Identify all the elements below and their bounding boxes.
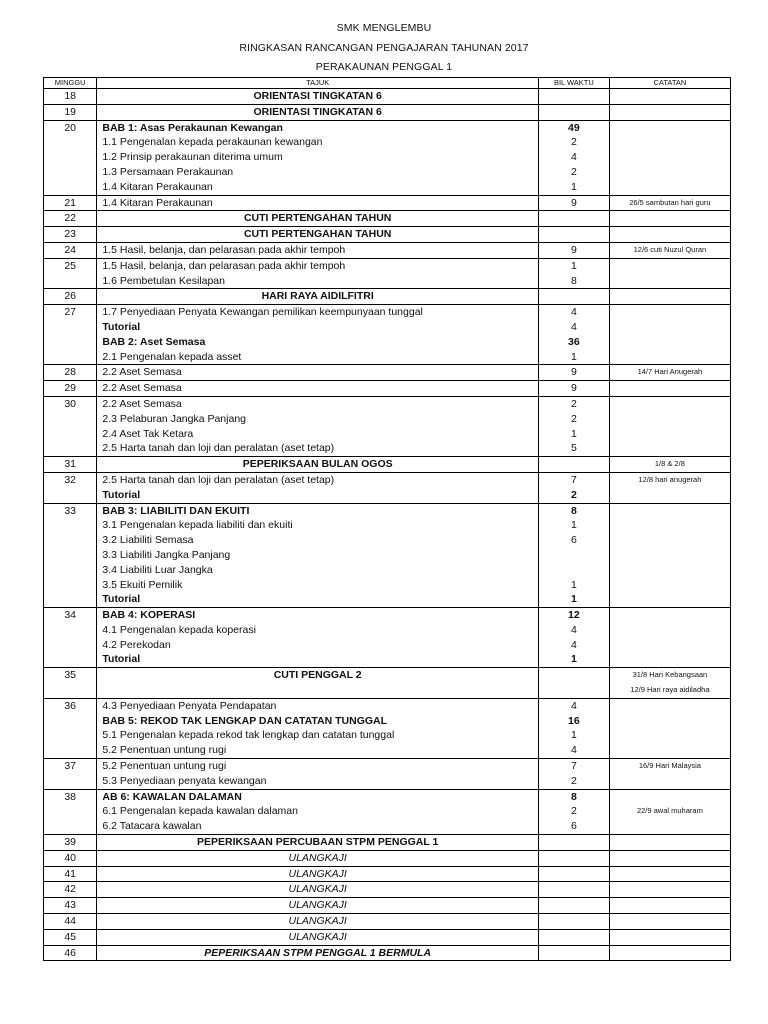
topic-cell	[97, 381, 539, 397]
bil-waktu-cell	[538, 305, 609, 365]
bil-waktu-value	[544, 105, 604, 120]
topic-cell	[97, 882, 539, 898]
topic-cell	[97, 396, 539, 456]
topic-line: CUTI PERTENGAHAN TAHUN	[243, 228, 392, 241]
topic-line: ORIENTASI TINGKATAN 6	[253, 90, 382, 102]
catatan-cell	[609, 305, 730, 365]
bil-waktu-value: 4	[570, 744, 577, 757]
topic-line: 4.1 Pengenalan kepada koperasi	[102, 623, 256, 636]
week-cell: 19	[44, 104, 97, 120]
catatan-note: 12/6 cuti Nuzul Quran	[633, 244, 707, 254]
topic-cell	[97, 472, 539, 503]
table-row	[44, 608, 731, 668]
topic-line: PEPERIKSAAN STPM PENGGAL 1 BERMULA	[204, 946, 432, 959]
catatan-cell	[609, 789, 730, 834]
catatan-note: 12/8 hari anugerah	[638, 474, 702, 484]
bil-waktu-value: 1	[570, 519, 577, 532]
catatan-cell	[609, 866, 730, 882]
bil-waktu-value	[544, 563, 604, 578]
topic-line: ULANGKAJI	[288, 883, 347, 896]
bil-waktu-cell	[538, 195, 609, 211]
week-cell: 18	[44, 89, 97, 105]
catatan-cell	[609, 89, 730, 105]
column-header-tajuk: TAJUK	[97, 78, 539, 89]
bil-waktu-cell	[538, 381, 609, 397]
bil-waktu-value	[544, 930, 604, 945]
topic-cell	[97, 120, 539, 195]
bil-waktu-value	[544, 914, 604, 929]
bil-waktu-cell	[538, 457, 609, 473]
topic-cell	[97, 945, 539, 961]
bil-waktu-value: 8	[570, 274, 577, 287]
catatan-cell	[609, 381, 730, 397]
catatan-note: 14/7 Hari Anugerah	[637, 367, 703, 377]
bil-waktu-value: 1	[570, 729, 577, 742]
topic-line: 2.2 Aset Semasa	[102, 382, 182, 395]
topic-line: ULANGKAJI	[288, 867, 347, 880]
bil-waktu-cell	[538, 396, 609, 456]
table-row	[44, 305, 731, 365]
topic-line: 4.2 Perekodan	[102, 638, 171, 651]
bil-waktu-value	[544, 89, 604, 104]
table-row	[44, 120, 731, 195]
topic-line: HARI RAYA AIDILFITRI	[261, 290, 374, 303]
topic-line: PEPERIKSAAN BULAN OGOS	[242, 458, 393, 471]
topic-line: 1.4 Kitaran Perakaunan	[102, 180, 213, 193]
week-cell: 26	[44, 289, 97, 305]
topic-cell	[97, 258, 539, 289]
table-row	[44, 898, 731, 914]
bil-waktu-cell	[538, 211, 609, 227]
bil-waktu-value: 2	[570, 805, 577, 818]
week-cell: 43	[44, 898, 97, 914]
topic-line: 1.3 Persamaan Perakaunan	[102, 165, 234, 178]
topic-line: BAB 3: LIABILITI DAN EKUITI	[102, 504, 250, 517]
bil-waktu-cell	[538, 503, 609, 608]
bil-waktu-cell	[538, 227, 609, 243]
topic-line: 3.1 Pengenalan kepada liabiliti dan ekuiti	[102, 519, 293, 532]
topic-cell	[97, 835, 539, 851]
week-cell: 41	[44, 866, 97, 882]
topic-line: 6.2 Tatacara kawalan	[102, 820, 202, 833]
table-row	[44, 850, 731, 866]
week-cell: 37	[44, 759, 97, 790]
catatan-cell	[609, 472, 730, 503]
topic-cell	[97, 850, 539, 866]
bil-waktu-value	[544, 867, 604, 882]
week-cell: 22	[44, 211, 97, 227]
table-row	[44, 289, 731, 305]
topic-line: 2.5 Harta tanah dan loji dan peralatan (aset tetap)	[102, 473, 335, 486]
school-name: SMK MENGLEMBU	[336, 22, 432, 34]
bil-waktu-value	[544, 289, 604, 304]
bil-waktu-cell	[538, 850, 609, 866]
topic-line: 1.5 Hasil, belanja, dan pelarasan pada akhir tempoh	[102, 243, 346, 256]
subject-title: PERAKAUNAN PENGGAL 1	[315, 61, 453, 73]
table-row	[44, 472, 731, 503]
catatan-cell	[609, 914, 730, 930]
bil-waktu-value	[544, 211, 604, 226]
week-cell: 35	[44, 668, 97, 699]
topic-line: Tutorial	[102, 653, 141, 666]
week-cell: 32	[44, 472, 97, 503]
teaching-plan-table	[43, 77, 731, 961]
table-row	[44, 242, 731, 258]
catatan-cell	[609, 698, 730, 758]
week-cell: 46	[44, 945, 97, 961]
bil-waktu-value: 1	[570, 653, 577, 666]
week-cell: 21	[44, 195, 97, 211]
topic-line: 5.3 Penyediaan penyata kewangan	[102, 774, 267, 787]
topic-line: 2.3 Pelaburan Jangka Panjang	[102, 412, 247, 425]
topic-line: 1.1 Pengenalan kepada perakaunan kewangan	[102, 136, 323, 149]
bil-waktu-value: 6	[570, 820, 577, 833]
table-row	[44, 381, 731, 397]
table-row	[44, 929, 731, 945]
bil-waktu-cell	[538, 914, 609, 930]
topic-cell	[97, 759, 539, 790]
bil-waktu-value	[544, 835, 604, 850]
catatan-note: 26/5 sambutan hari guru	[629, 197, 711, 207]
catatan-cell	[609, 503, 730, 608]
week-cell: 25	[44, 258, 97, 289]
catatan-note: 31/8 Hari Kebangsaan	[632, 670, 708, 680]
catatan-cell	[609, 457, 730, 473]
bil-waktu-value: 2	[570, 488, 577, 501]
topic-line: 1.2 Prinsip perakaunan diterima umum	[102, 151, 283, 164]
column-header-catatan: CATATAN	[609, 78, 730, 89]
catatan-cell	[609, 898, 730, 914]
bil-waktu-value	[544, 668, 604, 683]
topic-line: AB 6: KAWALAN DALAMAN	[102, 790, 242, 803]
week-cell: 36	[44, 698, 97, 758]
topic-line: 2.4 Aset Tak Ketara	[102, 427, 194, 440]
catatan-note: 1/8 & 2/8	[654, 459, 685, 469]
bil-waktu-cell	[538, 789, 609, 834]
table-row	[44, 698, 731, 758]
topic-cell	[97, 929, 539, 945]
topic-line: 5.2 Penentuan untung rugi	[102, 760, 227, 773]
table-row	[44, 866, 731, 882]
week-cell: 27	[44, 305, 97, 365]
catatan-note: 16/9 Hari Malaysia	[638, 761, 701, 771]
table-header	[44, 78, 731, 89]
catatan-cell	[609, 211, 730, 227]
topic-cell	[97, 789, 539, 834]
topic-cell	[97, 365, 539, 381]
topic-cell	[97, 195, 539, 211]
table-row	[44, 835, 731, 851]
bil-waktu-value: 5	[570, 442, 577, 455]
bil-waktu-value: 2	[570, 136, 577, 149]
bil-waktu-value: 9	[570, 243, 577, 256]
catatan-note: 12/9 Hari raya aidiladha	[630, 685, 710, 695]
bil-waktu-value: 7	[570, 473, 577, 486]
catatan-cell	[609, 227, 730, 243]
bil-waktu-value: 49	[568, 121, 580, 134]
bil-waktu-cell	[538, 929, 609, 945]
topic-cell	[97, 305, 539, 365]
catatan-cell	[609, 120, 730, 195]
week-cell: 28	[44, 365, 97, 381]
topic-line: BAB 4: KOPERASI	[102, 609, 196, 622]
header-row	[44, 78, 731, 89]
topic-line: 5.1 Pengenalan kepada rekod tak lengkap dan catatan tunggal	[102, 729, 395, 742]
topic-line: 6.1 Pengenalan kepada kawalan dalaman	[102, 805, 298, 818]
topic-line: ULANGKAJI	[288, 899, 347, 912]
bil-waktu-cell	[538, 759, 609, 790]
topic-line: Tutorial	[102, 320, 141, 333]
bil-waktu-value	[544, 946, 604, 961]
catatan-cell	[609, 195, 730, 211]
table-row	[44, 503, 731, 608]
bil-waktu-cell	[538, 945, 609, 961]
catatan-cell	[609, 396, 730, 456]
table-row	[44, 882, 731, 898]
bil-waktu-value: 4	[570, 623, 577, 636]
bil-waktu-cell	[538, 365, 609, 381]
topic-cell	[97, 211, 539, 227]
bil-waktu-cell	[538, 104, 609, 120]
catatan-cell	[609, 258, 730, 289]
catatan-cell	[609, 850, 730, 866]
bil-waktu-value	[544, 851, 604, 866]
week-cell: 39	[44, 835, 97, 851]
catatan-cell	[609, 945, 730, 961]
bil-waktu-value	[544, 457, 604, 472]
table-row	[44, 914, 731, 930]
bil-waktu-cell	[538, 120, 609, 195]
bil-waktu-value: 4	[570, 699, 577, 712]
topic-line	[102, 683, 533, 698]
topic-cell	[97, 89, 539, 105]
topic-cell	[97, 898, 539, 914]
topic-cell	[97, 608, 539, 668]
catatan-cell	[609, 608, 730, 668]
topic-line: 5.2 Penentuan untung rugi	[102, 744, 227, 757]
bil-waktu-value: 1	[570, 578, 577, 591]
bil-waktu-value: 9	[570, 382, 577, 395]
topic-line: BAB 5: REKOD TAK LENGKAP DAN CATATAN TUNGGAL	[102, 714, 388, 727]
topic-cell	[97, 457, 539, 473]
topic-cell	[97, 227, 539, 243]
bil-waktu-value: 36	[568, 335, 580, 348]
bil-waktu-value: 9	[570, 196, 577, 209]
week-cell: 33	[44, 503, 97, 608]
table-row	[44, 668, 731, 699]
table-row	[44, 789, 731, 834]
bil-waktu-cell	[538, 89, 609, 105]
topic-line: 1.6 Pembetulan Kesilapan	[102, 274, 225, 287]
catatan-cell	[609, 289, 730, 305]
catatan-note: 22/9 awal muharam	[636, 806, 703, 816]
topic-cell	[97, 698, 539, 758]
bil-waktu-value: 1	[570, 593, 577, 606]
table-row	[44, 195, 731, 211]
bil-waktu-value: 8	[570, 504, 577, 517]
week-cell: 23	[44, 227, 97, 243]
catatan-cell	[609, 242, 730, 258]
bil-waktu-value: 7	[570, 760, 577, 773]
topic-cell	[97, 914, 539, 930]
topic-line: 2.2 Aset Semasa	[102, 397, 182, 410]
bil-waktu-cell	[538, 866, 609, 882]
week-cell: 34	[44, 608, 97, 668]
table-row	[44, 211, 731, 227]
bil-waktu-value	[544, 227, 604, 242]
bil-waktu-value	[544, 548, 604, 563]
bil-waktu-value: 9	[570, 366, 577, 379]
week-cell: 30	[44, 396, 97, 456]
topic-cell	[97, 242, 539, 258]
catatan-cell	[609, 835, 730, 851]
table-row	[44, 945, 731, 961]
topic-line: PEPERIKSAAN PERCUBAAN STPM PENGGAL 1	[197, 836, 439, 849]
catatan-cell	[609, 365, 730, 381]
bil-waktu-cell	[538, 608, 609, 668]
topic-line: Tutorial	[102, 488, 141, 501]
bil-waktu-value: 4	[570, 638, 577, 651]
bil-waktu-value: 1	[570, 259, 577, 272]
bil-waktu-value	[544, 882, 604, 897]
table-body	[44, 89, 731, 961]
bil-waktu-cell	[538, 698, 609, 758]
week-cell: 44	[44, 914, 97, 930]
week-cell: 45	[44, 929, 97, 945]
bil-waktu-value: 4	[570, 320, 577, 333]
catatan-cell	[609, 882, 730, 898]
topic-cell	[97, 866, 539, 882]
topic-line: BAB 1: Asas Perakaunan Kewangan	[102, 121, 283, 134]
topic-line: 3.5 Ekuiti Pemilik	[102, 578, 183, 591]
column-header-bil-waktu: BIL WAKTU	[538, 78, 609, 89]
bil-waktu-cell	[538, 472, 609, 503]
topic-line: ORIENTASI TINGKATAN 6	[253, 105, 382, 118]
bil-waktu-value: 1	[570, 350, 577, 363]
topic-line: ULANGKAJI	[288, 930, 347, 943]
bil-waktu-value: 2	[570, 412, 577, 425]
catatan-cell	[609, 104, 730, 120]
bil-waktu-value: 2	[570, 165, 577, 178]
topic-line: Tutorial	[102, 593, 141, 606]
table-row	[44, 396, 731, 456]
catatan-cell	[609, 668, 730, 699]
week-cell: 20	[44, 120, 97, 195]
topic-line: 4.3 Penyediaan Penyata Pendapatan	[102, 699, 277, 712]
topic-line: 3.4 Liabiliti Luar Jangka	[102, 563, 213, 576]
catatan-cell	[609, 929, 730, 945]
table-row	[44, 89, 731, 105]
week-cell: 38	[44, 789, 97, 834]
bil-waktu-value: 8	[570, 790, 577, 803]
topic-cell	[97, 503, 539, 608]
bil-waktu-cell	[538, 242, 609, 258]
bil-waktu-value: 4	[570, 306, 577, 319]
table-row	[44, 759, 731, 790]
topic-line: 1.5 Hasil, belanja, dan pelarasan pada akhir tempoh	[102, 259, 346, 272]
catatan-cell	[609, 759, 730, 790]
topic-line: ULANGKAJI	[288, 851, 347, 864]
topic-line: 1.7 Penyediaan Penyata Kewangan pemilikan keempunyaan tunggal	[102, 306, 423, 319]
bil-waktu-value	[544, 898, 604, 913]
topic-line: ULANGKAJI	[288, 915, 347, 928]
topic-cell	[97, 668, 539, 699]
bil-waktu-value: 12	[568, 609, 580, 622]
bil-waktu-value: 16	[568, 714, 580, 727]
topic-line: CUTI PENGGAL 2	[273, 669, 362, 682]
bil-waktu-value: 4	[570, 151, 577, 164]
document-title: RINGKASAN RANCANGAN PENGAJARAN TAHUNAN 2017	[239, 42, 529, 54]
bil-waktu-cell	[538, 898, 609, 914]
table-row	[44, 258, 731, 289]
table-row	[44, 104, 731, 120]
bil-waktu-cell	[538, 835, 609, 851]
bil-waktu-value: 2	[570, 774, 577, 787]
topic-cell	[97, 104, 539, 120]
topic-line: 2.5 Harta tanah dan loji dan peralatan (aset tetap)	[102, 442, 335, 455]
week-cell: 31	[44, 457, 97, 473]
topic-line: 2.2 Aset Semasa	[102, 366, 182, 379]
column-header-minggu: MINGGU	[44, 78, 97, 89]
topic-line: CUTI PERTENGAHAN TAHUN	[243, 212, 392, 225]
topic-cell	[97, 289, 539, 305]
week-cell: 40	[44, 850, 97, 866]
topic-line: 3.3 Liabiliti Jangka Panjang	[102, 548, 231, 561]
week-cell: 24	[44, 242, 97, 258]
bil-waktu-value: 2	[570, 397, 577, 410]
bil-waktu-cell	[538, 289, 609, 305]
topic-line: 2.1 Pengenalan kepada asset	[102, 350, 242, 363]
topic-line: BAB 2: Aset Semasa	[102, 335, 206, 348]
table-row	[44, 227, 731, 243]
topic-line: 3.2 Liabiliti Semasa	[102, 534, 194, 547]
bil-waktu-cell	[538, 882, 609, 898]
bil-waktu-value: 6	[570, 534, 577, 547]
week-cell: 29	[44, 381, 97, 397]
bil-waktu-value: 1	[570, 427, 577, 440]
week-cell: 42	[44, 882, 97, 898]
table-row	[44, 457, 731, 473]
topic-line: 1.4 Kitaran Perakaunan	[102, 196, 213, 209]
table-row	[44, 365, 731, 381]
bil-waktu-value: 1	[570, 180, 577, 193]
bil-waktu-cell	[538, 258, 609, 289]
bil-waktu-cell	[538, 668, 609, 699]
